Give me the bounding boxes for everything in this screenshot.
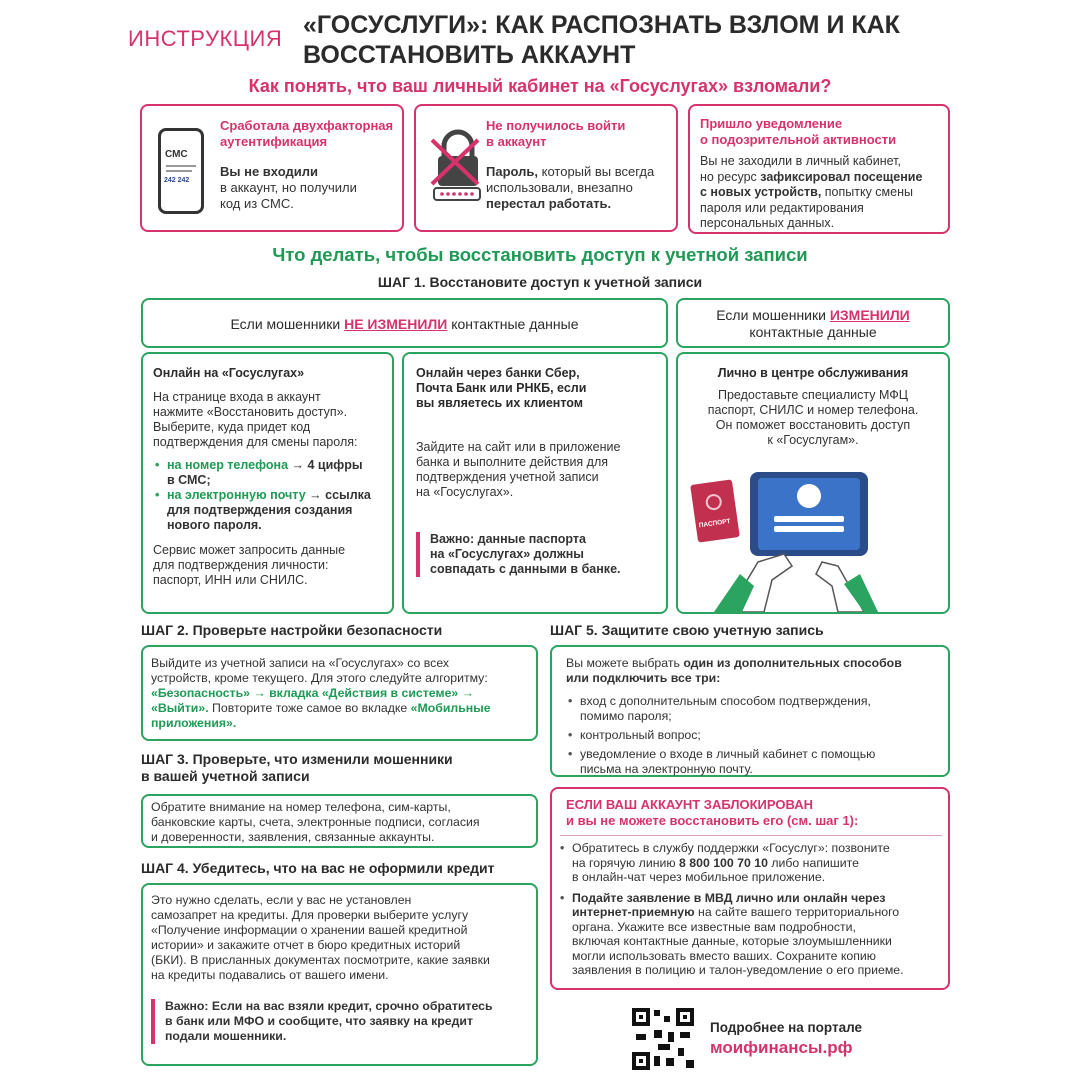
online-p2-l1: Сервис может запросить данные [153, 543, 346, 557]
card2-title-l1: Не получилось войти [486, 118, 626, 133]
card1-body-bold: Вы не входили [220, 164, 318, 179]
step5-l1a: Вы можете выбрать [566, 656, 680, 670]
step5-title: ШАГ 5. Защитите свою учетную запись [550, 622, 824, 638]
passport-label: ПАСПОРТ [698, 517, 731, 530]
step4-l4: истории» и закажите отчет в бюро кредитных историй [151, 938, 461, 952]
phone-code: 242 242 [164, 177, 190, 184]
blocked-b2-l2b: на сайте вашего территориального [698, 905, 900, 919]
blocked-b2-l3: органа. Укажите все известные вам подробности, [572, 919, 856, 934]
blocked-title-l2: и вы не можете восстановить его (см. шаг 1): [566, 813, 859, 828]
lock-crossed-icon [428, 126, 488, 206]
card2-body-l1: который вы всегда [541, 164, 655, 179]
page-title-line1: «ГОСУСЛУГИ»: КАК РАСПОЗНАТЬ ВЗЛОМ И КАК [303, 11, 900, 39]
person-p-l2: паспорт, СНИЛС и номер телефона. [707, 403, 919, 417]
card3-body-l2b: зафиксировал посещение [760, 169, 923, 184]
step2-l4a: «Выйти». [151, 701, 209, 715]
not-changed-post: контактные данные [451, 316, 579, 332]
banks-title-l1: Онлайн через банки Сбер, [416, 366, 580, 380]
online-p1-l3: Выберите, куда придет код [153, 420, 311, 434]
card3-body-l4: пароля или редактирования [700, 200, 864, 215]
phone-sms-label: СМС [165, 149, 188, 160]
blocked-b2-l1: • Подайте заявление в МВД лично или онлайн через [572, 890, 886, 905]
online-title: Онлайн на «Госуслугах» [153, 366, 305, 380]
banks-card [402, 352, 668, 614]
changed-em: ИЗМЕНИЛИ [829, 307, 910, 323]
card3-title-l1: Пришло уведомление [700, 116, 843, 131]
card1-title-l2: аутентификация [220, 134, 328, 149]
card2-title-l2: в аккаунт [486, 134, 547, 149]
step5-b3-l1: • уведомление о входе в личный кабинет с помощью [580, 747, 876, 761]
step1-title: ШАГ 1. Восстановите доступ к учетной записи [377, 274, 703, 290]
step2-card [141, 645, 538, 741]
blocked-b1-l2c: либо напишите [771, 855, 859, 870]
online-b2-l2: для подтверждения создания [167, 503, 353, 517]
blocked-b1-l3: в онлайн-чат через мобильное приложение. [572, 870, 826, 884]
card2-body-bold2: перестал работать. [486, 196, 612, 211]
banks-title-l2: Почта Банк или РНКБ, если [416, 381, 587, 395]
footer-site-link[interactable]: моифинансы.рф [710, 1038, 853, 1057]
changed-post: контактные данные [749, 324, 877, 340]
step4-l6: на кредиты подавались от вашего имени. [151, 968, 389, 982]
card2-body-l2: использовали, внезапно [486, 180, 633, 195]
step4-warn-a: Важно: [165, 999, 209, 1013]
step4-warn-l2: в банк или МФО и сообщите, что заявку на кредит [165, 1014, 473, 1028]
changed-pre: Если мошенники [716, 307, 826, 323]
step3-title-l2: в вашей учетной записи [141, 768, 310, 784]
blocked-account-card [550, 787, 950, 990]
not-changed-box [141, 298, 668, 348]
section2-heading: Что делать, чтобы восстановить доступ к учетной записи [272, 244, 808, 265]
step4-warning [151, 999, 493, 1044]
step3-l3: и доверенности, заявления, связанные аккаунты. [151, 830, 435, 844]
person-title: Лично в центре обслуживания [717, 366, 909, 380]
online-b1-rest: → 4 цифры [291, 458, 363, 472]
card1-body-l1: в аккаунт, но получили [220, 180, 357, 195]
card1-title-l1: Сработала двухфакторная [220, 118, 394, 133]
person-p-l1: Предоставьте специалисту МФЦ [717, 388, 909, 402]
online-p1-l2: нажмите «Восстановить доступ». [153, 405, 348, 419]
online-p1-l1: На странице входа в аккаунт [153, 390, 321, 404]
passport-icon [690, 479, 740, 542]
person-p-l4: к «Госуслугам». [767, 433, 859, 447]
blocked-title-l1: ЕСЛИ ВАШ АККАУНТ ЗАБЛОКИРОВАН [566, 797, 813, 812]
online-b1-green: на номер телефона [167, 458, 289, 472]
card3-body-l3a: с новых устройств, [700, 185, 822, 199]
step2-l4b: Повторите тоже самое во вкладке [212, 701, 408, 715]
page-title-line2: ВОССТАНОВИТЬ АККАУНТ [303, 41, 636, 69]
card3-body-l2a: но ресурс [700, 169, 757, 184]
step3-title [141, 751, 453, 785]
step4-l2: самозапрет на кредиты. Для проверки выберите услугу [151, 908, 469, 922]
online-p1-l4: подтверждения для смены пароля: [153, 435, 358, 449]
step4-l1: Это нужно сделать, если у вас не установлен [151, 893, 412, 907]
banks-p-l4: на «Госуслугах». [416, 485, 514, 499]
banks-warn-l3: совпадать с данными в банке. [430, 562, 621, 576]
step3-l1: Обратите внимание на номер телефона, сим-карты, [151, 800, 451, 814]
banks-p-l2: банка и выполните действия для [416, 455, 609, 469]
passport-emblem-icon [705, 493, 723, 511]
card-suspicious-activity [688, 104, 950, 234]
online-b2-green: на электронную почту [167, 488, 306, 502]
online-b1-l2: в СМС; [167, 473, 211, 487]
step4-title: ШАГ 4. Убедитесь, что на вас не оформили кредит [141, 860, 495, 876]
step4-warn-l3: подали мошенники. [165, 1029, 287, 1043]
blocked-b2-l6: заявления в полицию и талон-уведомление о его приеме. [572, 963, 904, 977]
step4-l3: «Получение информации о хранении вашей кредитной [151, 923, 468, 937]
card1-body-l2: код из СМС. [220, 196, 294, 211]
banks-warning [416, 532, 621, 577]
blocked-b2-l2a: интернет-приемную [572, 905, 695, 919]
not-changed-pre: Если мошенники [230, 316, 341, 332]
doc-tag: ИНСТРУКЦИЯ [128, 26, 283, 51]
in-person-card [676, 352, 950, 614]
banks-warn-l1: Важно: данные паспорта [430, 532, 586, 546]
phone-icon [158, 128, 204, 214]
step2-l1: Выйдите из учетной записи на «Госуслугах» со всех [151, 656, 450, 670]
section1-heading: Как понять, что ваш личный кабинет на «Госуслугах» взломали? [248, 76, 832, 96]
step5-b3-l2: письма на электронную почту. [580, 762, 753, 776]
not-changed-em: НЕ ИЗМЕНИЛИ [344, 316, 448, 332]
banks-warn-l2: на «Госуслугах» должны [430, 547, 584, 561]
banks-p-l1: Зайдите на сайт или в приложение [416, 440, 621, 454]
online-b2-l3: нового пароля. [167, 518, 262, 532]
card3-title-l2: о подозрительной активности [700, 132, 897, 147]
step2-title: ШАГ 2. Проверьте настройки безопасности [141, 622, 443, 638]
step4-card [141, 883, 538, 1066]
step2-l5: приложения». [151, 716, 237, 730]
blocked-b2-l4: включая контактные данные, которые злоумышленники [572, 934, 892, 948]
blocked-b1-l1: • Обратитесь в службу поддержки «Госуслуг»: позвоните [572, 841, 890, 855]
step3-l2: банковские карты, счета, электронные подписи, согласия [151, 815, 480, 829]
card-login-failed [414, 104, 678, 232]
changed-box [676, 298, 950, 348]
card3-body-l1: Вы не заходили в личный кабинет, [700, 154, 901, 168]
online-b2-rest: → ссылка [309, 488, 371, 502]
step3-title-l1: ШАГ 3. Проверьте, что изменили мошенники [141, 751, 453, 767]
card3-body-l3b: попытку смены [824, 185, 913, 199]
step2-l3: «Безопасность» → вкладка «Действия в системе» → [151, 686, 474, 700]
step5-b2: • контрольный вопрос; [580, 728, 701, 742]
qr-code-icon[interactable] [632, 1008, 694, 1070]
blocked-b2-l5: могли использовать вместо ваших. Сохраните копию [572, 948, 877, 963]
page-title [303, 10, 900, 70]
step5-b1-l2: помимо пароля; [580, 709, 672, 723]
blocked-b1-l2a: на горячую линию [572, 855, 676, 870]
step4-warn-l1: Если на вас взяли кредит, срочно обратитесь [211, 999, 493, 1013]
step4-l5: (БКИ). В присланных документах посмотрите, какие заявки [151, 953, 490, 967]
step5-l2: или подключить все три: [566, 671, 721, 685]
online-p2-l3: паспорт, ИНН или СНИЛС. [153, 573, 308, 587]
banks-p-l3: подтверждения учетной записи [416, 470, 599, 484]
card3-body-l5: персональных данных. [700, 216, 835, 230]
banks-title-l3: вы являетесь их клиентом [416, 396, 584, 410]
step5-l1b: один из дополнительных способов [683, 656, 902, 670]
online-gosuslugi-card [141, 352, 394, 614]
person-p-l3: Он поможет восстановить доступ [715, 418, 911, 432]
step5-b1-l1: • вход с дополнительным способом подтверждения, [580, 694, 871, 708]
step2-l4c: «Мобильные [410, 701, 491, 715]
step5-card [550, 645, 950, 777]
blocked-phone: 8 800 100 70 10 [679, 855, 768, 870]
online-p2-l2: для подтверждения личности: [153, 558, 329, 572]
step3-card [141, 794, 538, 848]
footer-more: Подробнее на портале [710, 1020, 863, 1035]
card2-body-bold1: Пароль, [486, 164, 538, 179]
card-two-factor [140, 104, 404, 232]
step2-l2: устройств, кроме текущего. Для этого следуйте алгоритму: [151, 671, 488, 685]
